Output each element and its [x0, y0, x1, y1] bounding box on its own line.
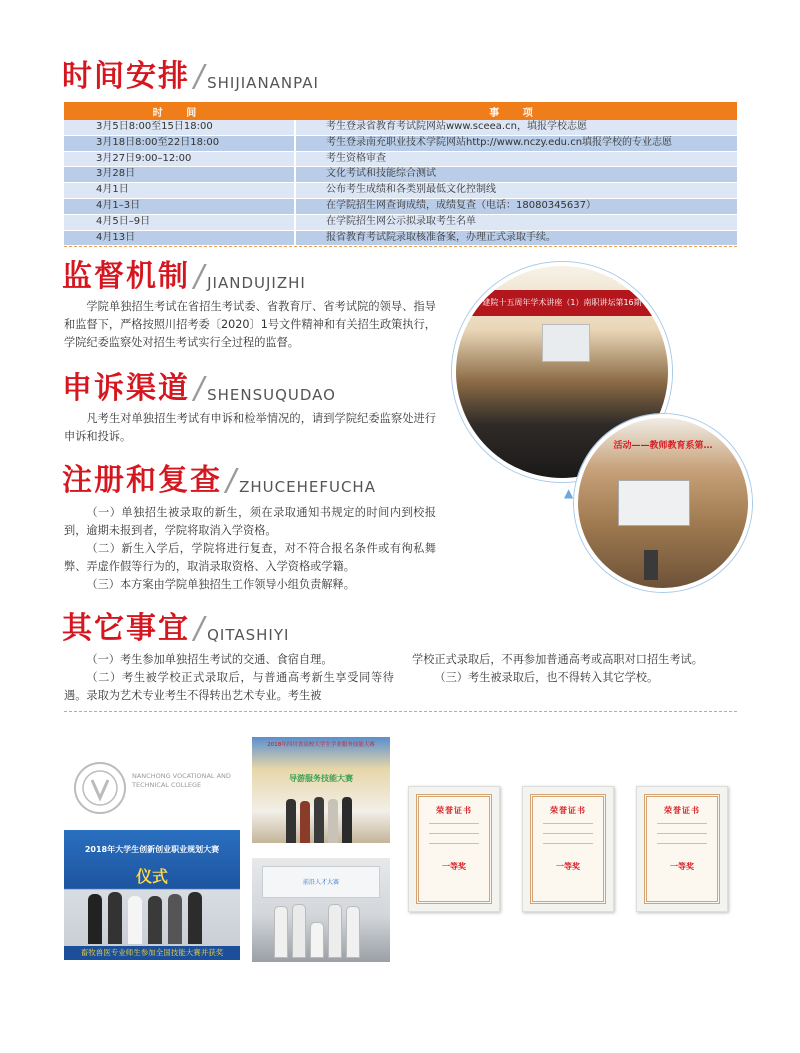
section-title-cn: 其它事宜 [62, 611, 190, 646]
certificate-title: 荣誉证书 [550, 806, 586, 815]
photo-banner: 前沿人才大赛 [302, 879, 339, 886]
table-row [64, 214, 737, 230]
schedule-item-cell: 考生登录南充职业技术学院网站http://www.nczy.edu.cn填报学校的专业志愿 [295, 135, 737, 151]
table-row [64, 198, 737, 214]
honor-certificate [408, 786, 500, 912]
certificate-grade: 一等奖 [442, 862, 466, 871]
school-logo [72, 760, 247, 815]
arrow-up-icon: ▲ [564, 486, 574, 500]
school-name-en: NANCHONG VOCATIONAL AND TECHNICAL COLLEGE [132, 772, 231, 789]
section-title-en: SHENSUQUDAO [207, 386, 336, 404]
section-title-en: QITASHIYI [207, 626, 290, 644]
list-item: 学校正式录取后，不再参加普通高考或高职对口招生考试。 [412, 653, 703, 666]
group-photo-top [252, 737, 390, 843]
section-title-supervision: 监督机制 / JIANDUJIZHI [62, 259, 306, 294]
paragraph: 凡考生对单独招生考试有申诉和检举情况的，请到学院纪委监察处进行申诉和投诉。 [64, 412, 436, 443]
list-item: （二）考生被学校正式录取后，与普通高考新生享受同等待遇。录取为艺术专业考生不得转出艺术专业。考生被 [64, 671, 394, 702]
section-title-en: JIANDUJIZHI [207, 274, 306, 292]
section-title-appeal: 申诉渠道 / SHENSUQUDAO [62, 371, 336, 406]
schedule-time-cell: 3月28日 [64, 167, 295, 183]
photo-banner-sub: 仪式 [135, 867, 168, 886]
schedule-time-cell: 3月18日8:00至22日18:00 [64, 135, 295, 151]
photo-banner: 2018年四川省高校大学生学业服务技能大赛 [267, 742, 375, 748]
table-row [64, 167, 737, 183]
schedule-time-cell: 3月27日9:00–12:00 [64, 151, 295, 167]
section-title-register: 注册和复查 / ZHUCEHEFUCHA [62, 463, 376, 498]
photo-banner-sub: 导游服务技能大赛 [289, 774, 353, 783]
list-item: （三）本方案由学院单独招生工作领导小组负责解释。 [86, 578, 355, 591]
table-row [64, 120, 737, 135]
table-row [64, 230, 737, 246]
section-title-others: 其它事宜 / QITASHIYI [62, 611, 290, 646]
schedule-time-cell: 4月5日–9日 [64, 214, 295, 230]
paragraph: 学院单独招生考试在省招生考试委、省教育厅、省考试院的领导、指导和监督下，严格按照川招考委〔2020〕1号文件精神和有关招生政策执行，学院纪委监察处对招生考试实行全过程的监督。 [64, 300, 436, 349]
table-header-time: 时 间 [64, 102, 295, 120]
schedule-item-cell: 在学院招生网查询成绩，成绩复查（电话：18080345637） [295, 198, 737, 214]
schedule-item-cell: 文化考试和技能综合测试 [295, 167, 737, 183]
section-title-en: SHIJIANANPAI [207, 74, 319, 92]
section-title-cn: 监督机制 [62, 259, 190, 294]
group-photo-bottom [252, 858, 390, 962]
table-row [64, 151, 737, 167]
others-left-column [64, 651, 394, 705]
backdrop-board [262, 866, 380, 898]
table-header-item: 事 项 [295, 102, 737, 120]
list-item: （一）单独招生被录取的新生，须在录取通知书规定的时间内到校报到，逾期未报到者，学院将取消入学资格。 [64, 506, 436, 537]
divider [64, 246, 737, 247]
schedule-item-cell: 考生资格审查 [295, 151, 737, 167]
honor-certificate [522, 786, 614, 912]
list-item: （三）考生被录取后，也不得转入其它学校。 [434, 671, 659, 684]
appeal-text [64, 410, 436, 446]
photo-banner: 活动——教师教育系第… [613, 441, 713, 451]
section-title-cn: 申诉渠道 [62, 371, 190, 406]
register-list [64, 504, 436, 594]
photo-caption: 畜牧兽医专业师生参加全国技能大赛并获奖 [64, 946, 240, 960]
table-row [64, 135, 737, 151]
schedule-time-cell: 4月1–3日 [64, 198, 295, 214]
list-item: （一）考生参加单独招生考试的交通、食宿自理。 [86, 653, 333, 666]
certificate-title: 荣誉证书 [664, 806, 700, 815]
certificate-title: 荣誉证书 [436, 806, 472, 815]
section-title-cn: 时间安排 [62, 59, 190, 94]
list-item: （二）新生入学后，学院将进行复查，对不符合报名条件或有徇私舞弊、弄虚作假等行为的，取消录取资格、入学资格或学籍。 [64, 542, 436, 573]
schedule-time-cell: 3月5日8:00至15日18:00 [64, 120, 295, 135]
section-title-en: ZHUCEHEFUCHA [239, 478, 376, 496]
divider [64, 711, 737, 712]
projector-screen [542, 324, 590, 362]
photo-banner: 建院十五周年学术讲座（1）南职讲坛第16期 [456, 290, 668, 316]
schedule-time-cell: 4月13日 [64, 230, 295, 246]
hall-photo-circle [574, 414, 752, 592]
photo-banner: 2018年大学生创新创业职业规划大赛 [84, 845, 220, 854]
supervision-text [64, 298, 436, 352]
certificate-grade: 一等奖 [670, 862, 694, 871]
section-title-schedule: 时间安排 / SHIJIANANPAI [62, 59, 319, 94]
projector-screen [618, 480, 690, 526]
section-title-cn: 注册和复查 [62, 463, 222, 498]
schedule-item-cell: 考生登录省教育考试院网站www.sceea.cn，填报学校志愿 [295, 120, 737, 135]
schedule-item-cell: 在学院招生网公示拟录取考生名单 [295, 214, 737, 230]
people-group [274, 900, 370, 958]
schedule-item-cell: 公布考生成绩和各类别最低文化控制线 [295, 183, 737, 199]
schedule-item-cell: 报省教育考试院录取核准备案，办理正式录取手续。 [295, 230, 737, 246]
school-emblem-icon [72, 760, 128, 815]
ceremony-photo [64, 830, 240, 960]
people-group [286, 789, 358, 843]
certificate-grade: 一等奖 [556, 862, 580, 871]
schedule-time-cell: 4月1日 [64, 183, 295, 199]
honor-certificate [636, 786, 728, 912]
table-row [64, 183, 737, 199]
schedule-table [64, 102, 737, 246]
people-group [88, 888, 216, 944]
others-right-column [412, 651, 742, 687]
podium [644, 550, 658, 580]
